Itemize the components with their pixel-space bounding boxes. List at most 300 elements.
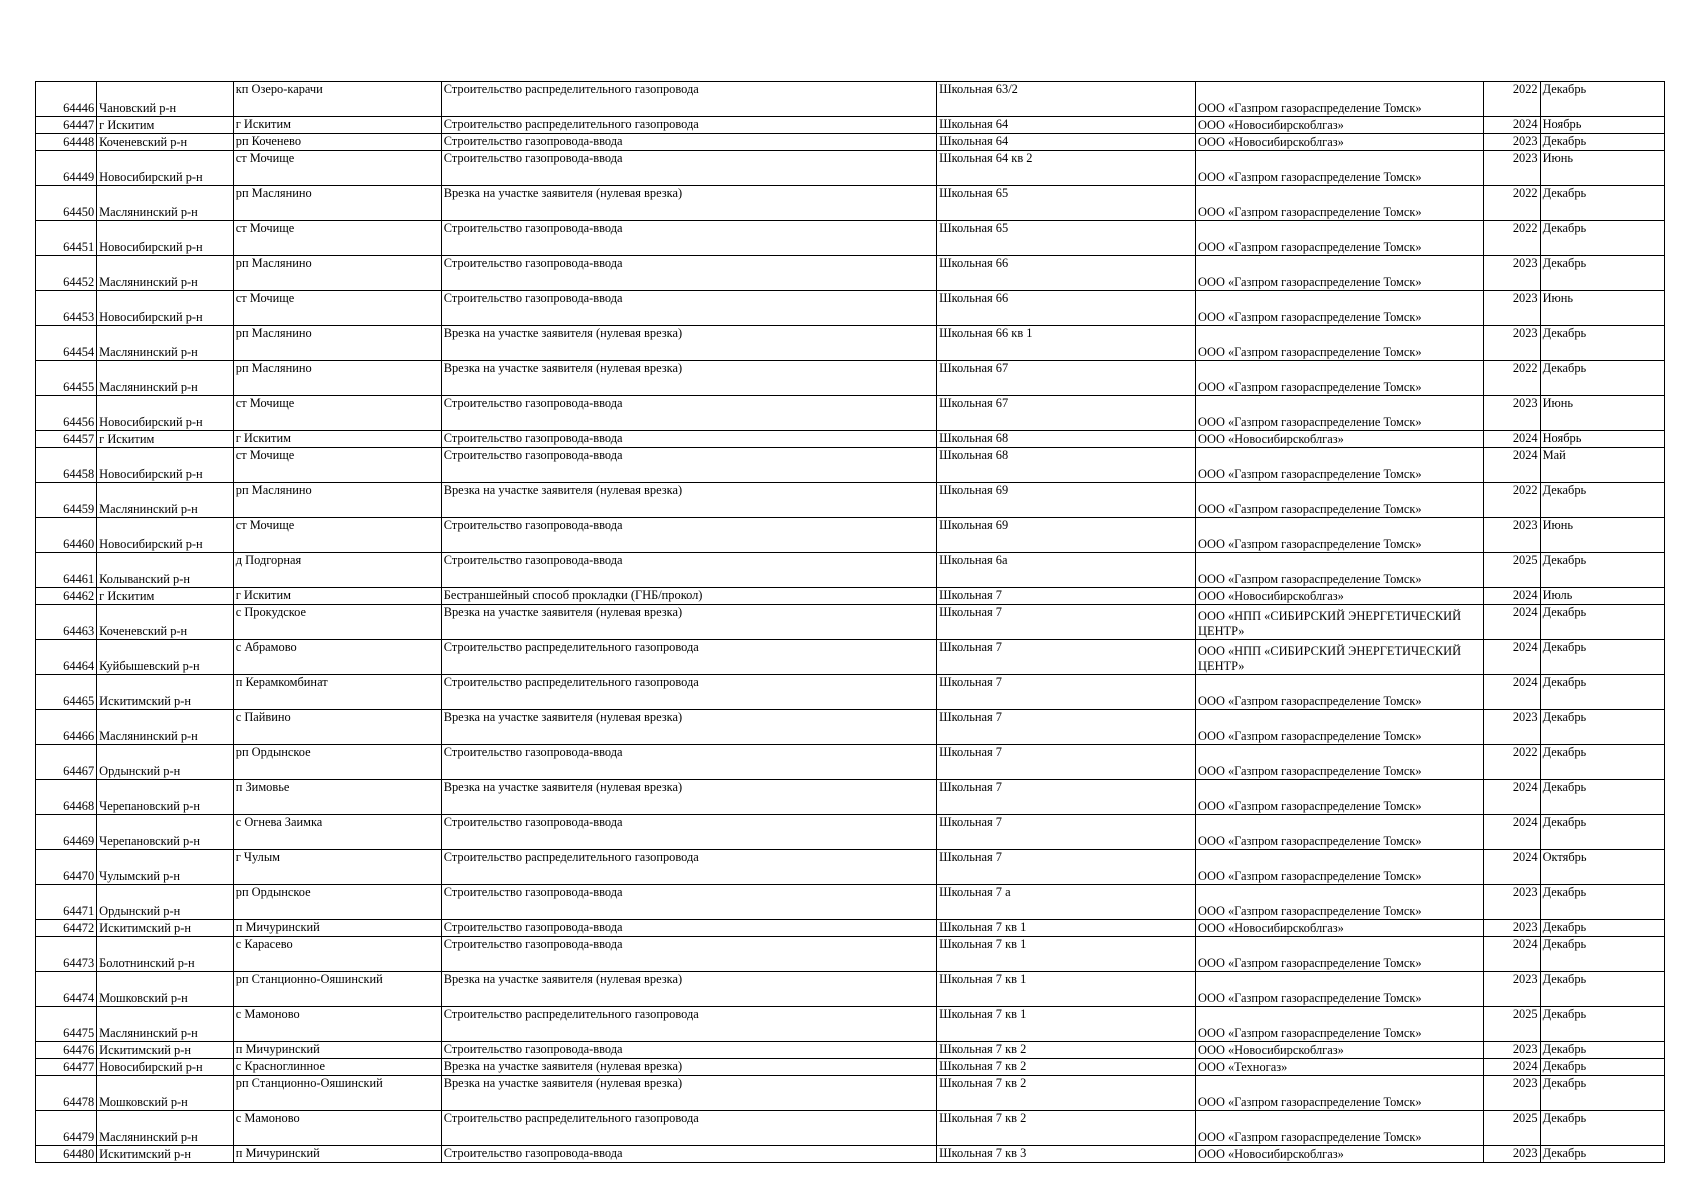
month-cell: Декабрь [1540, 553, 1664, 588]
address-cell: Школьная 66 кв 1 [937, 326, 1196, 361]
year-cell: 2023 [1483, 134, 1540, 151]
address-cell: Школьная 69 [937, 518, 1196, 553]
table-row [36, 553, 1665, 588]
row-number-cell: 64472 [36, 920, 97, 937]
locality-cell: с Пайвино [233, 710, 441, 745]
row-number-cell: 64475 [36, 1007, 97, 1042]
year-cell: 2023 [1483, 396, 1540, 431]
organization-cell: ООО «Газпром газораспределение Томск» [1196, 1076, 1483, 1111]
month-cell: Июнь [1540, 151, 1664, 186]
organization-cell: ООО «Газпром газораспределение Томск» [1196, 1111, 1483, 1146]
work-type-cell: Строительство газопровода-ввода [441, 937, 936, 972]
address-cell: Школьная 64 [937, 117, 1196, 134]
table-row [36, 326, 1665, 361]
table-row [36, 1146, 1665, 1163]
row-number-cell: 64457 [36, 431, 97, 448]
row-number-cell: 64464 [36, 640, 97, 675]
row-number-cell: 64448 [36, 134, 97, 151]
year-cell: 2022 [1483, 221, 1540, 256]
organization-cell: ООО «Газпром газораспределение Томск» [1196, 326, 1483, 361]
row-number-cell: 64479 [36, 1111, 97, 1146]
district-cell: Искитимский р-н [97, 1146, 234, 1163]
district-cell: Новосибирский р-н [97, 518, 234, 553]
address-cell: Школьная 69 [937, 483, 1196, 518]
locality-cell: рп Станционно-Ояшинский [233, 1076, 441, 1111]
row-number-cell: 64477 [36, 1059, 97, 1076]
work-type-cell: Строительство газопровода-ввода [441, 885, 936, 920]
row-number-cell: 64474 [36, 972, 97, 1007]
year-cell: 2025 [1483, 1111, 1540, 1146]
address-cell: Школьная 7 [937, 850, 1196, 885]
organization-cell: ООО «Газпром газораспределение Томск» [1196, 291, 1483, 326]
year-cell: 2023 [1483, 885, 1540, 920]
district-cell: Маслянинский р-н [97, 1007, 234, 1042]
table-row [36, 745, 1665, 780]
row-number-cell: 64449 [36, 151, 97, 186]
address-cell: Школьная 7 кв 1 [937, 937, 1196, 972]
year-cell: 2023 [1483, 326, 1540, 361]
address-cell: Школьная 65 [937, 186, 1196, 221]
locality-cell: г Искитим [233, 431, 441, 448]
year-cell: 2023 [1483, 1076, 1540, 1111]
locality-cell: ст Мочище [233, 448, 441, 483]
month-cell: Ноябрь [1540, 117, 1664, 134]
work-type-cell: Строительство газопровода-ввода [441, 256, 936, 291]
address-cell: Школьная 7 кв 3 [937, 1146, 1196, 1163]
table-row [36, 1111, 1665, 1146]
year-cell: 2024 [1483, 675, 1540, 710]
work-type-cell: Строительство газопровода-ввода [441, 1042, 936, 1059]
locality-cell: ст Мочище [233, 396, 441, 431]
year-cell: 2022 [1483, 745, 1540, 780]
address-cell: Школьная 67 [937, 361, 1196, 396]
work-type-cell: Строительство газопровода-ввода [441, 134, 936, 151]
locality-cell: рп Маслянино [233, 186, 441, 221]
year-cell: 2022 [1483, 82, 1540, 117]
district-cell: Новосибирский р-н [97, 151, 234, 186]
year-cell: 2023 [1483, 1146, 1540, 1163]
table-row [36, 1042, 1665, 1059]
district-cell: Новосибирский р-н [97, 291, 234, 326]
month-cell: Июнь [1540, 518, 1664, 553]
organization-cell: ООО «Газпром газораспределение Томск» [1196, 396, 1483, 431]
month-cell: Декабрь [1540, 885, 1664, 920]
organization-cell: ООО «Новосибирскоблгаз» [1196, 588, 1483, 605]
row-number-cell: 64450 [36, 186, 97, 221]
row-number-cell: 64470 [36, 850, 97, 885]
work-type-cell: Врезка на участке заявителя (нулевая врезка) [441, 361, 936, 396]
work-type-cell: Врезка на участке заявителя (нулевая врезка) [441, 780, 936, 815]
year-cell: 2023 [1483, 972, 1540, 1007]
month-cell: Декабрь [1540, 972, 1664, 1007]
table-row [36, 675, 1665, 710]
organization-cell: ООО «Новосибирскоблгаз» [1196, 1042, 1483, 1059]
month-cell: Декабрь [1540, 745, 1664, 780]
table-row [36, 186, 1665, 221]
work-type-cell: Врезка на участке заявителя (нулевая врезка) [441, 1076, 936, 1111]
locality-cell: ст Мочище [233, 221, 441, 256]
organization-cell: ООО «Газпром газораспределение Томск» [1196, 815, 1483, 850]
district-cell: Маслянинский р-н [97, 361, 234, 396]
table-row [36, 1076, 1665, 1111]
work-type-cell: Строительство распределительного газопровода [441, 82, 936, 117]
organization-cell: ООО «Газпром газораспределение Томск» [1196, 518, 1483, 553]
work-type-cell: Строительство газопровода-ввода [441, 1146, 936, 1163]
address-cell: Школьная 6а [937, 553, 1196, 588]
month-cell: Декабрь [1540, 675, 1664, 710]
month-cell: Декабрь [1540, 134, 1664, 151]
table-row [36, 221, 1665, 256]
address-cell: Школьная 7 кв 1 [937, 1007, 1196, 1042]
organization-cell: ООО «Новосибирскоблгаз» [1196, 920, 1483, 937]
organization-cell: ООО «Газпром газораспределение Томск» [1196, 361, 1483, 396]
month-cell: Декабрь [1540, 815, 1664, 850]
work-type-cell: Строительство газопровода-ввода [441, 396, 936, 431]
organization-cell: ООО «НПП «СИБИРСКИЙ ЭНЕРГЕТИЧЕСКИЙ ЦЕНТР» [1196, 605, 1483, 640]
locality-cell: д Подгорная [233, 553, 441, 588]
row-number-cell: 64453 [36, 291, 97, 326]
row-number-cell: 64451 [36, 221, 97, 256]
row-number-cell: 64463 [36, 605, 97, 640]
organization-cell: ООО «Новосибирскоблгаз» [1196, 431, 1483, 448]
row-number-cell: 64456 [36, 396, 97, 431]
month-cell: Декабрь [1540, 326, 1664, 361]
row-number-cell: 64469 [36, 815, 97, 850]
table-row [36, 640, 1665, 675]
locality-cell: с Абрамово [233, 640, 441, 675]
row-number-cell: 64473 [36, 937, 97, 972]
district-cell: Чановский р-н [97, 82, 234, 117]
address-cell: Школьная 66 [937, 256, 1196, 291]
locality-cell: с Карасево [233, 937, 441, 972]
address-cell: Школьная 7 кв 1 [937, 972, 1196, 1007]
locality-cell: п Мичуринский [233, 920, 441, 937]
year-cell: 2023 [1483, 920, 1540, 937]
table-row [36, 937, 1665, 972]
work-type-cell: Строительство газопровода-ввода [441, 291, 936, 326]
month-cell: Декабрь [1540, 1007, 1664, 1042]
locality-cell: рп Станционно-Ояшинский [233, 972, 441, 1007]
locality-cell: рп Ордынское [233, 885, 441, 920]
locality-cell: п Керамкомбинат [233, 675, 441, 710]
work-type-cell: Врезка на участке заявителя (нулевая врезка) [441, 605, 936, 640]
address-cell: Школьная 7 [937, 605, 1196, 640]
address-cell: Школьная 7 кв 2 [937, 1059, 1196, 1076]
address-cell: Школьная 64 [937, 134, 1196, 151]
work-type-cell: Строительство газопровода-ввода [441, 815, 936, 850]
row-number-cell: 64465 [36, 675, 97, 710]
month-cell: Декабрь [1540, 1111, 1664, 1146]
organization-cell: ООО «Газпром газораспределение Томск» [1196, 483, 1483, 518]
row-number-cell: 64466 [36, 710, 97, 745]
address-cell: Школьная 7 [937, 675, 1196, 710]
table-row [36, 117, 1665, 134]
work-type-cell: Строительство газопровода-ввода [441, 151, 936, 186]
table-row [36, 850, 1665, 885]
row-number-cell: 64468 [36, 780, 97, 815]
locality-cell: ст Мочище [233, 291, 441, 326]
month-cell: Декабрь [1540, 82, 1664, 117]
district-cell: Мошковский р-н [97, 1076, 234, 1111]
month-cell: Декабрь [1540, 483, 1664, 518]
locality-cell: рп Маслянино [233, 361, 441, 396]
year-cell: 2025 [1483, 1007, 1540, 1042]
month-cell: Декабрь [1540, 780, 1664, 815]
table-row [36, 920, 1665, 937]
organization-cell: ООО «Газпром газораспределение Томск» [1196, 885, 1483, 920]
row-number-cell: 64461 [36, 553, 97, 588]
district-cell: Новосибирский р-н [97, 1059, 234, 1076]
address-cell: Школьная 63/2 [937, 82, 1196, 117]
district-cell: Маслянинский р-н [97, 1111, 234, 1146]
row-number-cell: 64447 [36, 117, 97, 134]
table-row [36, 82, 1665, 117]
address-cell: Школьная 68 [937, 431, 1196, 448]
district-cell: Искитимский р-н [97, 1042, 234, 1059]
address-cell: Школьная 7 а [937, 885, 1196, 920]
table-row [36, 396, 1665, 431]
district-cell: Маслянинский р-н [97, 256, 234, 291]
row-number-cell: 64467 [36, 745, 97, 780]
table-row [36, 588, 1665, 605]
table-body [36, 82, 1665, 1163]
month-cell: Декабрь [1540, 640, 1664, 675]
month-cell: Декабрь [1540, 710, 1664, 745]
address-cell: Школьная 66 [937, 291, 1196, 326]
month-cell: Декабрь [1540, 256, 1664, 291]
locality-cell: рп Ордынское [233, 745, 441, 780]
year-cell: 2024 [1483, 780, 1540, 815]
month-cell: Ноябрь [1540, 431, 1664, 448]
row-number-cell: 64471 [36, 885, 97, 920]
gas-connection-table [35, 81, 1665, 1163]
year-cell: 2025 [1483, 553, 1540, 588]
month-cell: Декабрь [1540, 1042, 1664, 1059]
table-row [36, 291, 1665, 326]
address-cell: Школьная 7 кв 1 [937, 920, 1196, 937]
year-cell: 2024 [1483, 937, 1540, 972]
locality-cell: с Огнева Заимка [233, 815, 441, 850]
month-cell: Октябрь [1540, 850, 1664, 885]
locality-cell: п Мичуринский [233, 1146, 441, 1163]
work-type-cell: Врезка на участке заявителя (нулевая врезка) [441, 186, 936, 221]
work-type-cell: Строительство распределительного газопровода [441, 117, 936, 134]
work-type-cell: Строительство газопровода-ввода [441, 745, 936, 780]
row-number-cell: 64462 [36, 588, 97, 605]
address-cell: Школьная 7 кв 2 [937, 1076, 1196, 1111]
district-cell: г Искитим [97, 588, 234, 605]
month-cell: Декабрь [1540, 920, 1664, 937]
district-cell: Маслянинский р-н [97, 186, 234, 221]
work-type-cell: Строительство газопровода-ввода [441, 431, 936, 448]
work-type-cell: Строительство распределительного газопровода [441, 1111, 936, 1146]
work-type-cell: Врезка на участке заявителя (нулевая врезка) [441, 1059, 936, 1076]
district-cell: Искитимский р-н [97, 920, 234, 937]
district-cell: Чулымский р-н [97, 850, 234, 885]
address-cell: Школьная 7 [937, 588, 1196, 605]
organization-cell: ООО «Газпром газораспределение Томск» [1196, 1007, 1483, 1042]
month-cell: Май [1540, 448, 1664, 483]
address-cell: Школьная 7 кв 2 [937, 1042, 1196, 1059]
year-cell: 2023 [1483, 518, 1540, 553]
organization-cell: ООО «Газпром газораспределение Томск» [1196, 553, 1483, 588]
month-cell: Декабрь [1540, 1059, 1664, 1076]
row-number-cell: 64455 [36, 361, 97, 396]
district-cell: Ордынский р-н [97, 745, 234, 780]
organization-cell: ООО «Газпром газораспределение Томск» [1196, 710, 1483, 745]
work-type-cell: Строительство распределительного газопровода [441, 640, 936, 675]
month-cell: Декабрь [1540, 186, 1664, 221]
row-number-cell: 64459 [36, 483, 97, 518]
year-cell: 2023 [1483, 291, 1540, 326]
table-row [36, 1007, 1665, 1042]
locality-cell: с Мамоново [233, 1007, 441, 1042]
month-cell: Декабрь [1540, 937, 1664, 972]
table-row [36, 151, 1665, 186]
work-type-cell: Строительство распределительного газопровода [441, 1007, 936, 1042]
year-cell: 2022 [1483, 186, 1540, 221]
organization-cell: ООО «Новосибирскоблгаз» [1196, 1146, 1483, 1163]
year-cell: 2024 [1483, 1059, 1540, 1076]
organization-cell: ООО «Газпром газораспределение Томск» [1196, 850, 1483, 885]
organization-cell: ООО «Газпром газораспределение Томск» [1196, 186, 1483, 221]
district-cell: Коченевский р-н [97, 134, 234, 151]
month-cell: Июнь [1540, 291, 1664, 326]
work-type-cell: Врезка на участке заявителя (нулевая врезка) [441, 710, 936, 745]
year-cell: 2024 [1483, 605, 1540, 640]
address-cell: Школьная 7 [937, 640, 1196, 675]
locality-cell: с Красноглинное [233, 1059, 441, 1076]
address-cell: Школьная 64 кв 2 [937, 151, 1196, 186]
district-cell: Мошковский р-н [97, 972, 234, 1007]
month-cell: Июнь [1540, 396, 1664, 431]
locality-cell: г Чулым [233, 850, 441, 885]
work-type-cell: Строительство газопровода-ввода [441, 448, 936, 483]
table-row [36, 448, 1665, 483]
month-cell: Декабрь [1540, 605, 1664, 640]
district-cell: г Искитим [97, 431, 234, 448]
address-cell: Школьная 65 [937, 221, 1196, 256]
row-number-cell: 64452 [36, 256, 97, 291]
table-row [36, 134, 1665, 151]
district-cell: Маслянинский р-н [97, 326, 234, 361]
locality-cell: ст Мочище [233, 518, 441, 553]
district-cell: Куйбышевский р-н [97, 640, 234, 675]
organization-cell: ООО «Новосибирскоблгаз» [1196, 117, 1483, 134]
address-cell: Школьная 68 [937, 448, 1196, 483]
row-number-cell: 64476 [36, 1042, 97, 1059]
table-row [36, 605, 1665, 640]
month-cell: Декабрь [1540, 221, 1664, 256]
organization-cell: ООО «Газпром газораспределение Томск» [1196, 82, 1483, 117]
work-type-cell: Строительство газопровода-ввода [441, 518, 936, 553]
month-cell: Декабрь [1540, 1146, 1664, 1163]
organization-cell: ООО «Техногаз» [1196, 1059, 1483, 1076]
district-cell: г Искитим [97, 117, 234, 134]
table-row [36, 256, 1665, 291]
organization-cell: ООО «Газпром газораспределение Томск» [1196, 448, 1483, 483]
organization-cell: ООО «Газпром газораспределение Томск» [1196, 151, 1483, 186]
address-cell: Школьная 7 [937, 815, 1196, 850]
table-row [36, 518, 1665, 553]
table-row [36, 780, 1665, 815]
address-cell: Школьная 7 кв 2 [937, 1111, 1196, 1146]
locality-cell: рп Маслянино [233, 326, 441, 361]
district-cell: Черепановский р-н [97, 780, 234, 815]
row-number-cell: 64478 [36, 1076, 97, 1111]
locality-cell: рп Маслянино [233, 483, 441, 518]
table-row [36, 431, 1665, 448]
district-cell: Колыванский р-н [97, 553, 234, 588]
organization-cell: ООО «Газпром газораспределение Томск» [1196, 780, 1483, 815]
locality-cell: г Искитим [233, 117, 441, 134]
table-row [36, 710, 1665, 745]
table-row [36, 483, 1665, 518]
organization-cell: ООО «Газпром газораспределение Томск» [1196, 937, 1483, 972]
table-row [36, 972, 1665, 1007]
row-number-cell: 64458 [36, 448, 97, 483]
table-row [36, 361, 1665, 396]
locality-cell: ст Мочище [233, 151, 441, 186]
row-number-cell: 64446 [36, 82, 97, 117]
year-cell: 2024 [1483, 588, 1540, 605]
year-cell: 2024 [1483, 431, 1540, 448]
work-type-cell: Строительство распределительного газопровода [441, 675, 936, 710]
year-cell: 2024 [1483, 850, 1540, 885]
year-cell: 2023 [1483, 1042, 1540, 1059]
organization-cell: ООО «Газпром газораспределение Томск» [1196, 675, 1483, 710]
district-cell: Новосибирский р-н [97, 221, 234, 256]
year-cell: 2024 [1483, 117, 1540, 134]
month-cell: Июль [1540, 588, 1664, 605]
work-type-cell: Строительство распределительного газопровода [441, 850, 936, 885]
year-cell: 2024 [1483, 448, 1540, 483]
work-type-cell: Строительство газопровода-ввода [441, 553, 936, 588]
month-cell: Декабрь [1540, 361, 1664, 396]
district-cell: Маслянинский р-н [97, 710, 234, 745]
month-cell: Декабрь [1540, 1076, 1664, 1111]
locality-cell: с Прокудское [233, 605, 441, 640]
district-cell: Ордынский р-н [97, 885, 234, 920]
year-cell: 2023 [1483, 151, 1540, 186]
year-cell: 2024 [1483, 815, 1540, 850]
row-number-cell: 64460 [36, 518, 97, 553]
district-cell: Искитимский р-н [97, 675, 234, 710]
work-type-cell: Врезка на участке заявителя (нулевая врезка) [441, 972, 936, 1007]
locality-cell: кп Озеро-карачи [233, 82, 441, 117]
address-cell: Школьная 67 [937, 396, 1196, 431]
year-cell: 2024 [1483, 640, 1540, 675]
organization-cell: ООО «Газпром газораспределение Томск» [1196, 221, 1483, 256]
work-type-cell: Строительство газопровода-ввода [441, 221, 936, 256]
year-cell: 2022 [1483, 361, 1540, 396]
table-row [36, 1059, 1665, 1076]
district-cell: Новосибирский р-н [97, 448, 234, 483]
address-cell: Школьная 7 [937, 745, 1196, 780]
table-row [36, 885, 1665, 920]
organization-cell: ООО «Газпром газораспределение Томск» [1196, 745, 1483, 780]
address-cell: Школьная 7 [937, 710, 1196, 745]
district-cell: Новосибирский р-н [97, 396, 234, 431]
table-row [36, 815, 1665, 850]
organization-cell: ООО «НПП «СИБИРСКИЙ ЭНЕРГЕТИЧЕСКИЙ ЦЕНТР» [1196, 640, 1483, 675]
locality-cell: г Искитим [233, 588, 441, 605]
locality-cell: с Мамоново [233, 1111, 441, 1146]
work-type-cell: Врезка на участке заявителя (нулевая врезка) [441, 483, 936, 518]
organization-cell: ООО «Газпром газораспределение Томск» [1196, 972, 1483, 1007]
address-cell: Школьная 7 [937, 780, 1196, 815]
row-number-cell: 64480 [36, 1146, 97, 1163]
